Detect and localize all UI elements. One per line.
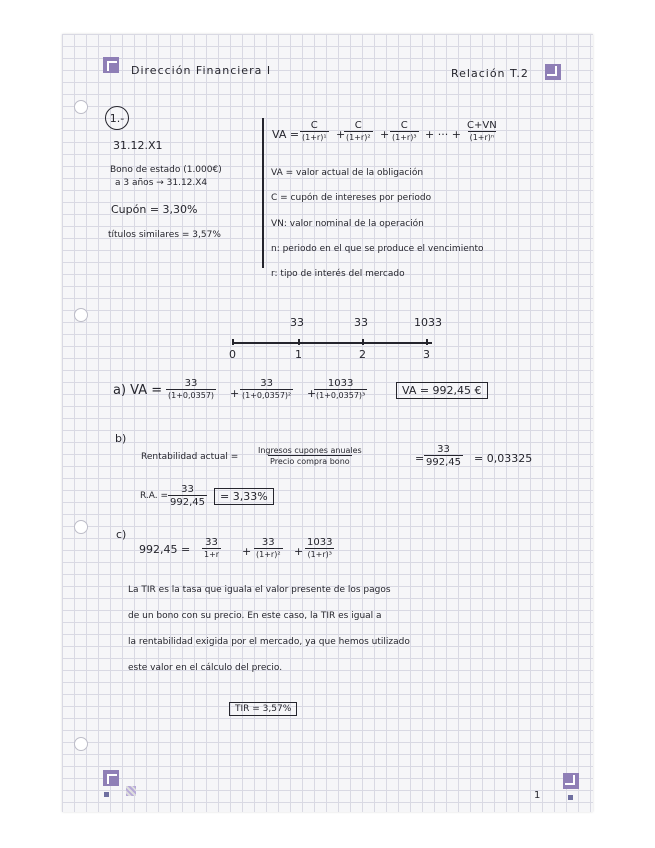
timeline-flow: 1033: [414, 316, 442, 329]
divider-line: [262, 118, 264, 268]
numerator: Ingresos cupones anuales: [258, 446, 362, 455]
header-section: Relación T.2: [451, 67, 529, 80]
tir-term-2: [254, 537, 283, 559]
part-a-term-2: [240, 378, 293, 400]
denominator: 992,45: [426, 457, 461, 468]
numerator: 1033: [327, 378, 354, 389]
numerator: 33: [261, 537, 275, 548]
tir-result: TIR = 3,57%: [229, 702, 297, 716]
footer-square-icon: [568, 795, 573, 800]
ra-label: R.A. =: [140, 491, 169, 501]
timeline-label: 3: [423, 348, 430, 361]
definition-line: n: periodo en el que se produce el vencimiento: [271, 244, 484, 254]
timeline-flow: 33: [354, 316, 368, 329]
rentabilidad-numbers: [424, 444, 463, 468]
coupon-note: Cupón = 3,30%: [111, 203, 198, 216]
numerator: 33: [260, 378, 273, 389]
plus-sign: +: [380, 128, 390, 141]
numerator: C: [310, 120, 318, 131]
corner-mark-icon: [103, 770, 119, 786]
plus-sign: +: [307, 387, 317, 400]
numerator: 33: [181, 484, 194, 495]
part-a-label: a) VA =: [113, 383, 163, 398]
timeline-label: 0: [229, 348, 236, 361]
denominator: 1+r: [204, 550, 220, 559]
denominator: (1+0,0357)³: [316, 391, 366, 400]
page-number: 1: [534, 790, 541, 801]
problem-number: 1.-: [105, 106, 129, 130]
rentabilidad-label: Rentabilidad actual =: [141, 452, 239, 462]
rentabilidad-fraction: [256, 446, 364, 466]
similar-note: títulos similares = 3,57%: [108, 230, 221, 240]
date-note: 31.12.X1: [113, 139, 163, 152]
denominator: 992,45: [170, 497, 205, 508]
formula-term-1: [300, 120, 329, 142]
denominator: (1+0,0357)²: [242, 391, 292, 400]
denominator: (1+r)²: [256, 550, 281, 559]
footer-square-icon: [104, 792, 109, 797]
denominator: (1+r)ⁿ: [469, 133, 495, 142]
formula-term-n: [465, 120, 499, 142]
numerator: 33: [184, 378, 198, 389]
binder-hole: [74, 737, 88, 751]
tir-term-3: [305, 537, 334, 559]
tir-equation-lhs: 992,45 =: [139, 543, 191, 556]
tir-explanation-line: de un bono con su precio. En este caso, la TIR es igual a: [128, 611, 382, 621]
plus-sign: +: [230, 387, 240, 400]
tir-explanation-line: la rentabilidad exigida por el mercado, ya que hemos utilizado: [128, 637, 410, 647]
bond-note-1: Bono de estado (1.000€): [110, 165, 222, 175]
header-subject: Dirección Financiera I: [131, 64, 272, 77]
numerator: 33: [205, 537, 218, 548]
numerator: 1033: [307, 537, 333, 548]
denominator: (1+r)³: [307, 550, 332, 559]
numerator: 33: [437, 444, 450, 455]
numerator: C+VN: [467, 120, 497, 131]
timeline-flow: 33: [290, 316, 304, 329]
denominator: (1+0,0357): [168, 391, 215, 400]
timeline-tick: [232, 339, 234, 345]
binder-hole: [74, 520, 88, 534]
plus-sign: +: [336, 128, 346, 141]
part-c-label: c): [116, 528, 127, 541]
denominator: Precio compra bono: [270, 457, 350, 466]
ra-fraction: [168, 484, 207, 508]
part-a-term-3: [314, 378, 367, 400]
denominator: (1+r)¹: [302, 133, 327, 142]
tir-explanation-line: La TIR es la tasa que iguala el valor presente de los pagos: [128, 585, 391, 595]
corner-mark-icon: [545, 64, 561, 80]
timeline-label: 1: [295, 348, 302, 361]
formula-term-2: [344, 120, 373, 142]
ellipsis: + ··· +: [425, 128, 461, 141]
footer-pattern-icon: [126, 786, 136, 796]
definition-line: VN: valor nominal de la operación: [271, 219, 424, 229]
tir-term-1: [202, 537, 221, 559]
denominator: (1+r)³: [392, 133, 417, 142]
tir-explanation-line: este valor en el cálculo del precio.: [128, 663, 283, 673]
definition-line: C = cupón de intereses por periodo: [271, 193, 432, 203]
timeline-axis: [232, 342, 432, 344]
formula-lhs: VA =: [272, 128, 300, 141]
definition-line: r: tipo de interés del mercado: [271, 269, 405, 279]
timeline-label: 2: [359, 348, 366, 361]
plus-sign: +: [242, 545, 252, 558]
ra-result: = 3,33%: [214, 488, 274, 505]
part-b-label: b): [115, 432, 127, 445]
bond-note-2: a 3 años → 31.12.X4: [115, 178, 208, 188]
numerator: C: [354, 120, 362, 131]
denominator: (1+r)²: [346, 133, 371, 142]
timeline-tick: [362, 339, 364, 345]
definition-line: VA = valor actual de la obligación: [271, 168, 424, 178]
binder-hole: [74, 100, 88, 114]
numerator: C: [400, 120, 408, 131]
timeline-tick: [426, 339, 428, 345]
timeline-tick: [298, 339, 300, 345]
corner-mark-icon: [103, 57, 119, 73]
rentabilidad-value: = 0,03325: [474, 452, 533, 465]
binder-hole: [74, 308, 88, 322]
formula-term-3: [390, 120, 419, 142]
equals-sign: =: [415, 452, 425, 465]
part-a-term-1: [166, 378, 216, 400]
corner-mark-icon: [563, 773, 579, 789]
part-a-result: VA = 992,45 €: [396, 382, 488, 399]
plus-sign: +: [294, 545, 304, 558]
